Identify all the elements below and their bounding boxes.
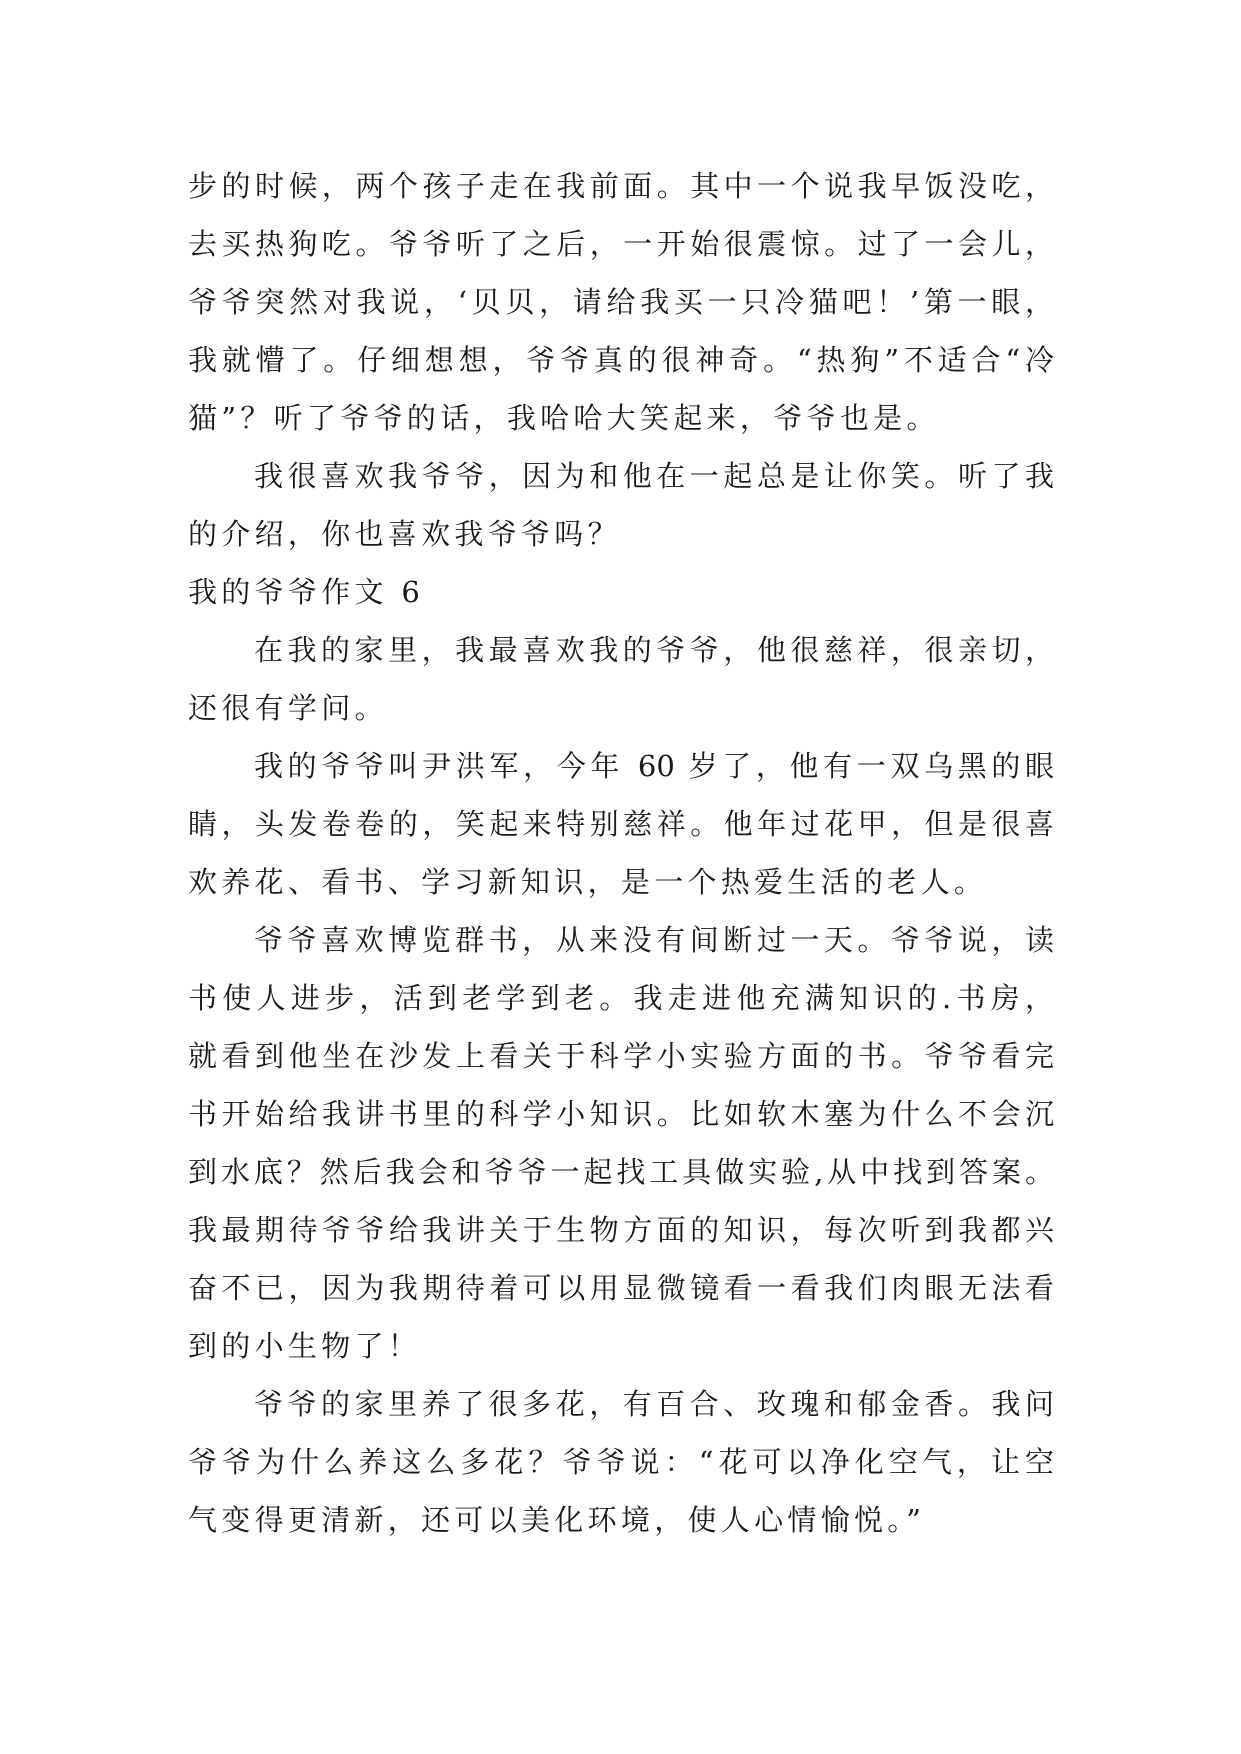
text-line: 气变得更清新，还可以美化环境，使人心情愉悦。”	[188, 1503, 926, 1537]
text-line: 奋不已，因为我期待着可以用显微镜看一看我们肉眼无法看	[188, 1271, 1054, 1305]
paragraph	[188, 621, 1054, 737]
text-line: 的介绍，你也喜欢我爷爷吗？	[188, 517, 621, 551]
text-line: 就看到他坐在沙发上看关于科学小实验方面的书。爷爷看完	[188, 1039, 1054, 1073]
text-line: 猫”？听了爷爷的话，我哈哈大笑起来，爷爷也是。	[188, 401, 940, 435]
paragraph	[188, 1375, 1054, 1549]
text-line: 在我的家里，我最喜欢我的爷爷，他很慈祥，很亲切，	[254, 633, 1054, 667]
text-line: 我就懵了。仔细想想，爷爷真的很神奇。“热狗”不适合“冷	[188, 343, 1054, 377]
paragraph	[188, 447, 1054, 563]
paragraph	[188, 157, 1054, 447]
text-line: 爷爷喜欢博览群书，从来没有间断过一天。爷爷说，读	[254, 923, 1054, 957]
text-line: 到水底？然后我会和爷爷一起找工具做实验,从中找到答案。	[188, 1155, 1054, 1189]
text-line: 我的爷爷叫尹洪军，今年 60 岁了，他有一双乌黑的眼	[254, 749, 1054, 783]
text-line: 睛，头发卷卷的，笑起来特别慈祥。他年过花甲，但是很喜	[188, 807, 1054, 841]
text-line: 步的时候，两个孩子走在我前面。其中一个说我早饭没吃，	[188, 169, 1054, 203]
paragraph	[188, 737, 1054, 911]
text-line: 还很有学问。	[188, 691, 388, 725]
text-line: 书使人进步，活到老学到老。我走进他充满知识的.书房，	[188, 981, 1054, 1015]
text-line: 欢养花、看书、学习新知识，是一个热爱生活的老人。	[188, 865, 988, 899]
paragraph	[188, 911, 1054, 1375]
text-line: 到的小生物了！	[188, 1329, 422, 1363]
text-line: 爷爷为什么养这么多花？爷爷说：“花可以净化空气，让空	[188, 1445, 1054, 1479]
text-line: 爷爷突然对我说，‘贝贝，请给我买一只冷猫吧！’第一眼，	[188, 285, 1054, 319]
section-title: 我的爷爷作文 6	[188, 575, 425, 609]
text-line: 我最期待爷爷给我讲关于生物方面的知识，每次听到我都兴	[188, 1213, 1054, 1247]
text-line: 去买热狗吃。爷爷听了之后，一开始很震惊。过了一会儿，	[188, 227, 1054, 261]
text-line: 书开始给我讲书里的科学小知识。比如软木塞为什么不会沉	[188, 1097, 1054, 1131]
text-line: 爷爷的家里养了很多花，有百合、玫瑰和郁金香。我问	[254, 1387, 1054, 1421]
text-line: 我很喜欢我爷爷，因为和他在一起总是让你笑。听了我	[254, 459, 1054, 493]
text-body	[188, 157, 1054, 1549]
